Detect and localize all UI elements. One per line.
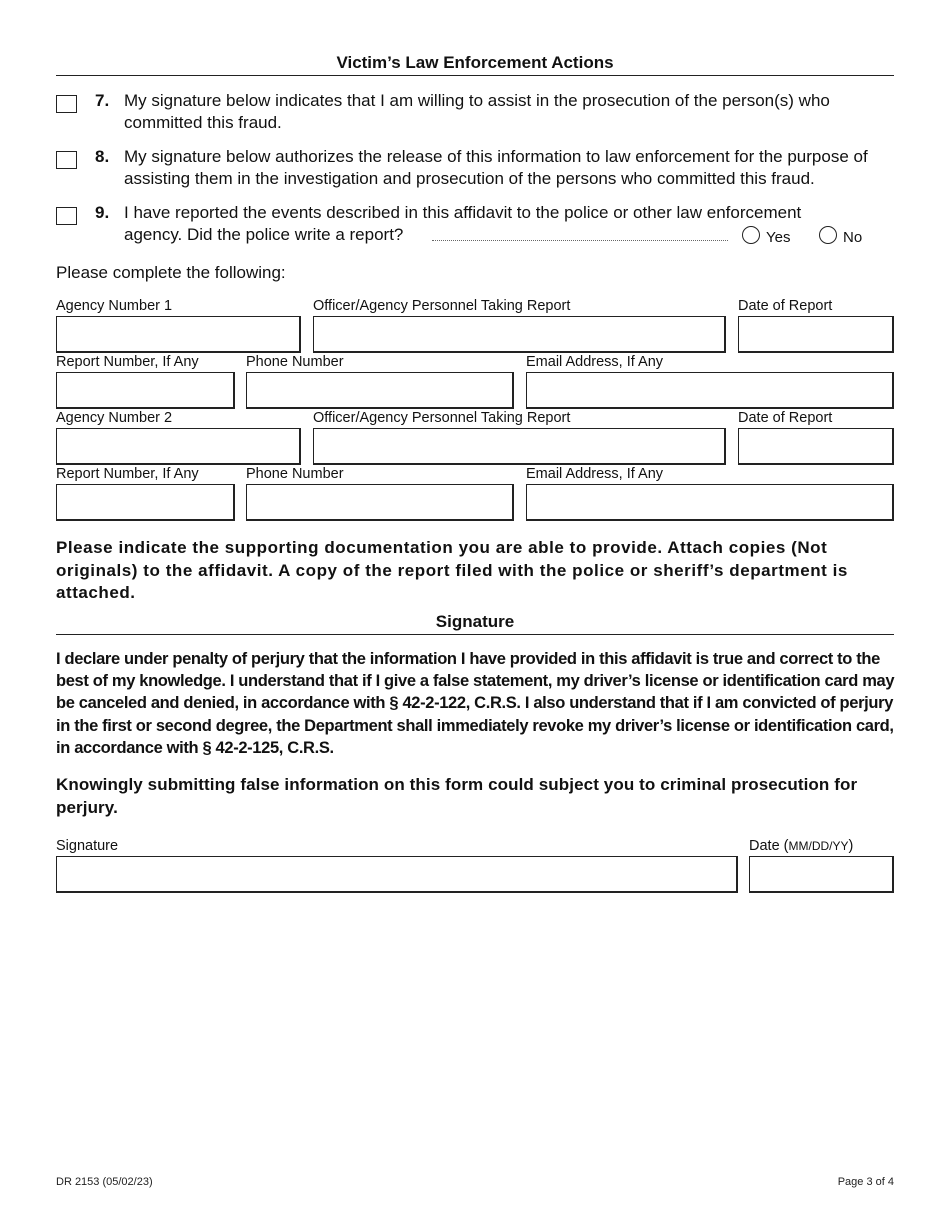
officer-2-field[interactable] xyxy=(313,428,726,465)
form-id: DR 2153 (05/02/23) xyxy=(56,1176,153,1188)
item-8-number: 8. xyxy=(95,147,110,166)
signature-date-label-close: ) xyxy=(848,838,854,854)
email-2-label: Email Address, If Any xyxy=(526,466,664,482)
email-1-label: Email Address, If Any xyxy=(526,354,664,370)
section-title-law-enforcement: Victim’s Law Enforcement Actions xyxy=(336,53,614,72)
item-8-checkbox[interactable] xyxy=(56,151,77,169)
report-number-1-field[interactable] xyxy=(56,372,235,409)
section-title-signature: Signature xyxy=(435,612,515,631)
item-9-number: 9. xyxy=(95,203,110,222)
item-8-text: My signature below authorizes the release of this information to law enforcement for the purpose of assisting them in the investigation and prosecution of the persons who committed this fraud. xyxy=(124,147,868,188)
date-of-report-1-label: Date of Report xyxy=(738,298,833,314)
report-number-2-field[interactable] xyxy=(56,484,235,521)
report-yes-label: Yes xyxy=(766,229,791,246)
agency-1-label: Agency Number 1 xyxy=(56,298,173,314)
documentation-note: Please indicate the supporting documentation you are able to provide. Attach copies (Not originals) to the affidavit. A copy of the report filed with the police or sheriff’s department is attached. xyxy=(56,538,848,602)
report-yes-option[interactable] xyxy=(742,226,790,247)
agency-number-2-field[interactable] xyxy=(56,428,301,465)
agency-number-1-field[interactable] xyxy=(56,316,301,353)
report-no-radio[interactable] xyxy=(819,226,837,244)
email-1-field[interactable] xyxy=(526,372,894,409)
item-9-text-line1: I have reported the events described in this affidavit to the police or other law enforcement xyxy=(124,203,802,222)
item-7-number: 7. xyxy=(95,91,110,110)
section-divider xyxy=(56,75,894,76)
signature-divider xyxy=(56,634,894,635)
signature-label: Signature xyxy=(56,838,119,854)
date-of-report-2-label: Date of Report xyxy=(738,410,833,426)
date-of-report-1-field[interactable] xyxy=(738,316,894,353)
report-yes-radio[interactable] xyxy=(742,226,760,244)
report-number-2-label: Report Number, If Any xyxy=(56,466,199,482)
page-number: Page 3 of 4 xyxy=(837,1176,894,1188)
item-7-checkbox[interactable] xyxy=(56,95,77,113)
item-9-text-line2: agency. Did the police write a report? xyxy=(124,225,404,244)
signature-date-label xyxy=(749,838,853,854)
date-of-report-2-field[interactable] xyxy=(738,428,894,465)
agency-2-label: Agency Number 2 xyxy=(56,410,173,426)
phone-1-field[interactable] xyxy=(246,372,514,409)
report-no-option[interactable] xyxy=(819,226,862,247)
perjury-warning: Knowingly submitting false information on this form could subject you to criminal prosecution for perjury. xyxy=(56,775,858,817)
signature-date-label-text: Date ( xyxy=(749,838,789,854)
perjury-declaration: I declare under penalty of perjury that the information I have provided in this affidavit is true and correct to the best of my knowledge. I understand that if I give a false statement, my driver’s license or identification card may be canceled and denied, in accordance with § 42-2-122, C.R.S. I also understand that if I am convicted of perjury in the first or second degree, the Department shall immediately revoke my driver’s license or identification card, in accordance with § 42-2-125, C.R.S. xyxy=(56,650,895,757)
email-2-field[interactable] xyxy=(526,484,894,521)
report-number-1-label: Report Number, If Any xyxy=(56,354,199,370)
item-7-text: My signature below indicates that I am willing to assist in the prosecution of the person(s) who committed this fraud. xyxy=(124,91,830,132)
phone-2-field[interactable] xyxy=(246,484,514,521)
officer-1-label: Officer/Agency Personnel Taking Report xyxy=(313,298,571,314)
phone-2-label: Phone Number xyxy=(246,466,344,482)
report-no-label: No xyxy=(843,229,863,246)
date-format-hint: MM/DD/YY xyxy=(788,839,849,853)
signature-field[interactable] xyxy=(56,856,738,893)
officer-2-label: Officer/Agency Personnel Taking Report xyxy=(313,410,571,426)
signature-date-field[interactable] xyxy=(749,856,894,893)
complete-prompt: Please complete the following: xyxy=(56,263,286,282)
phone-1-label: Phone Number xyxy=(246,354,344,370)
dotted-leader xyxy=(432,240,728,241)
item-9-checkbox[interactable] xyxy=(56,207,77,225)
officer-1-field[interactable] xyxy=(313,316,726,353)
